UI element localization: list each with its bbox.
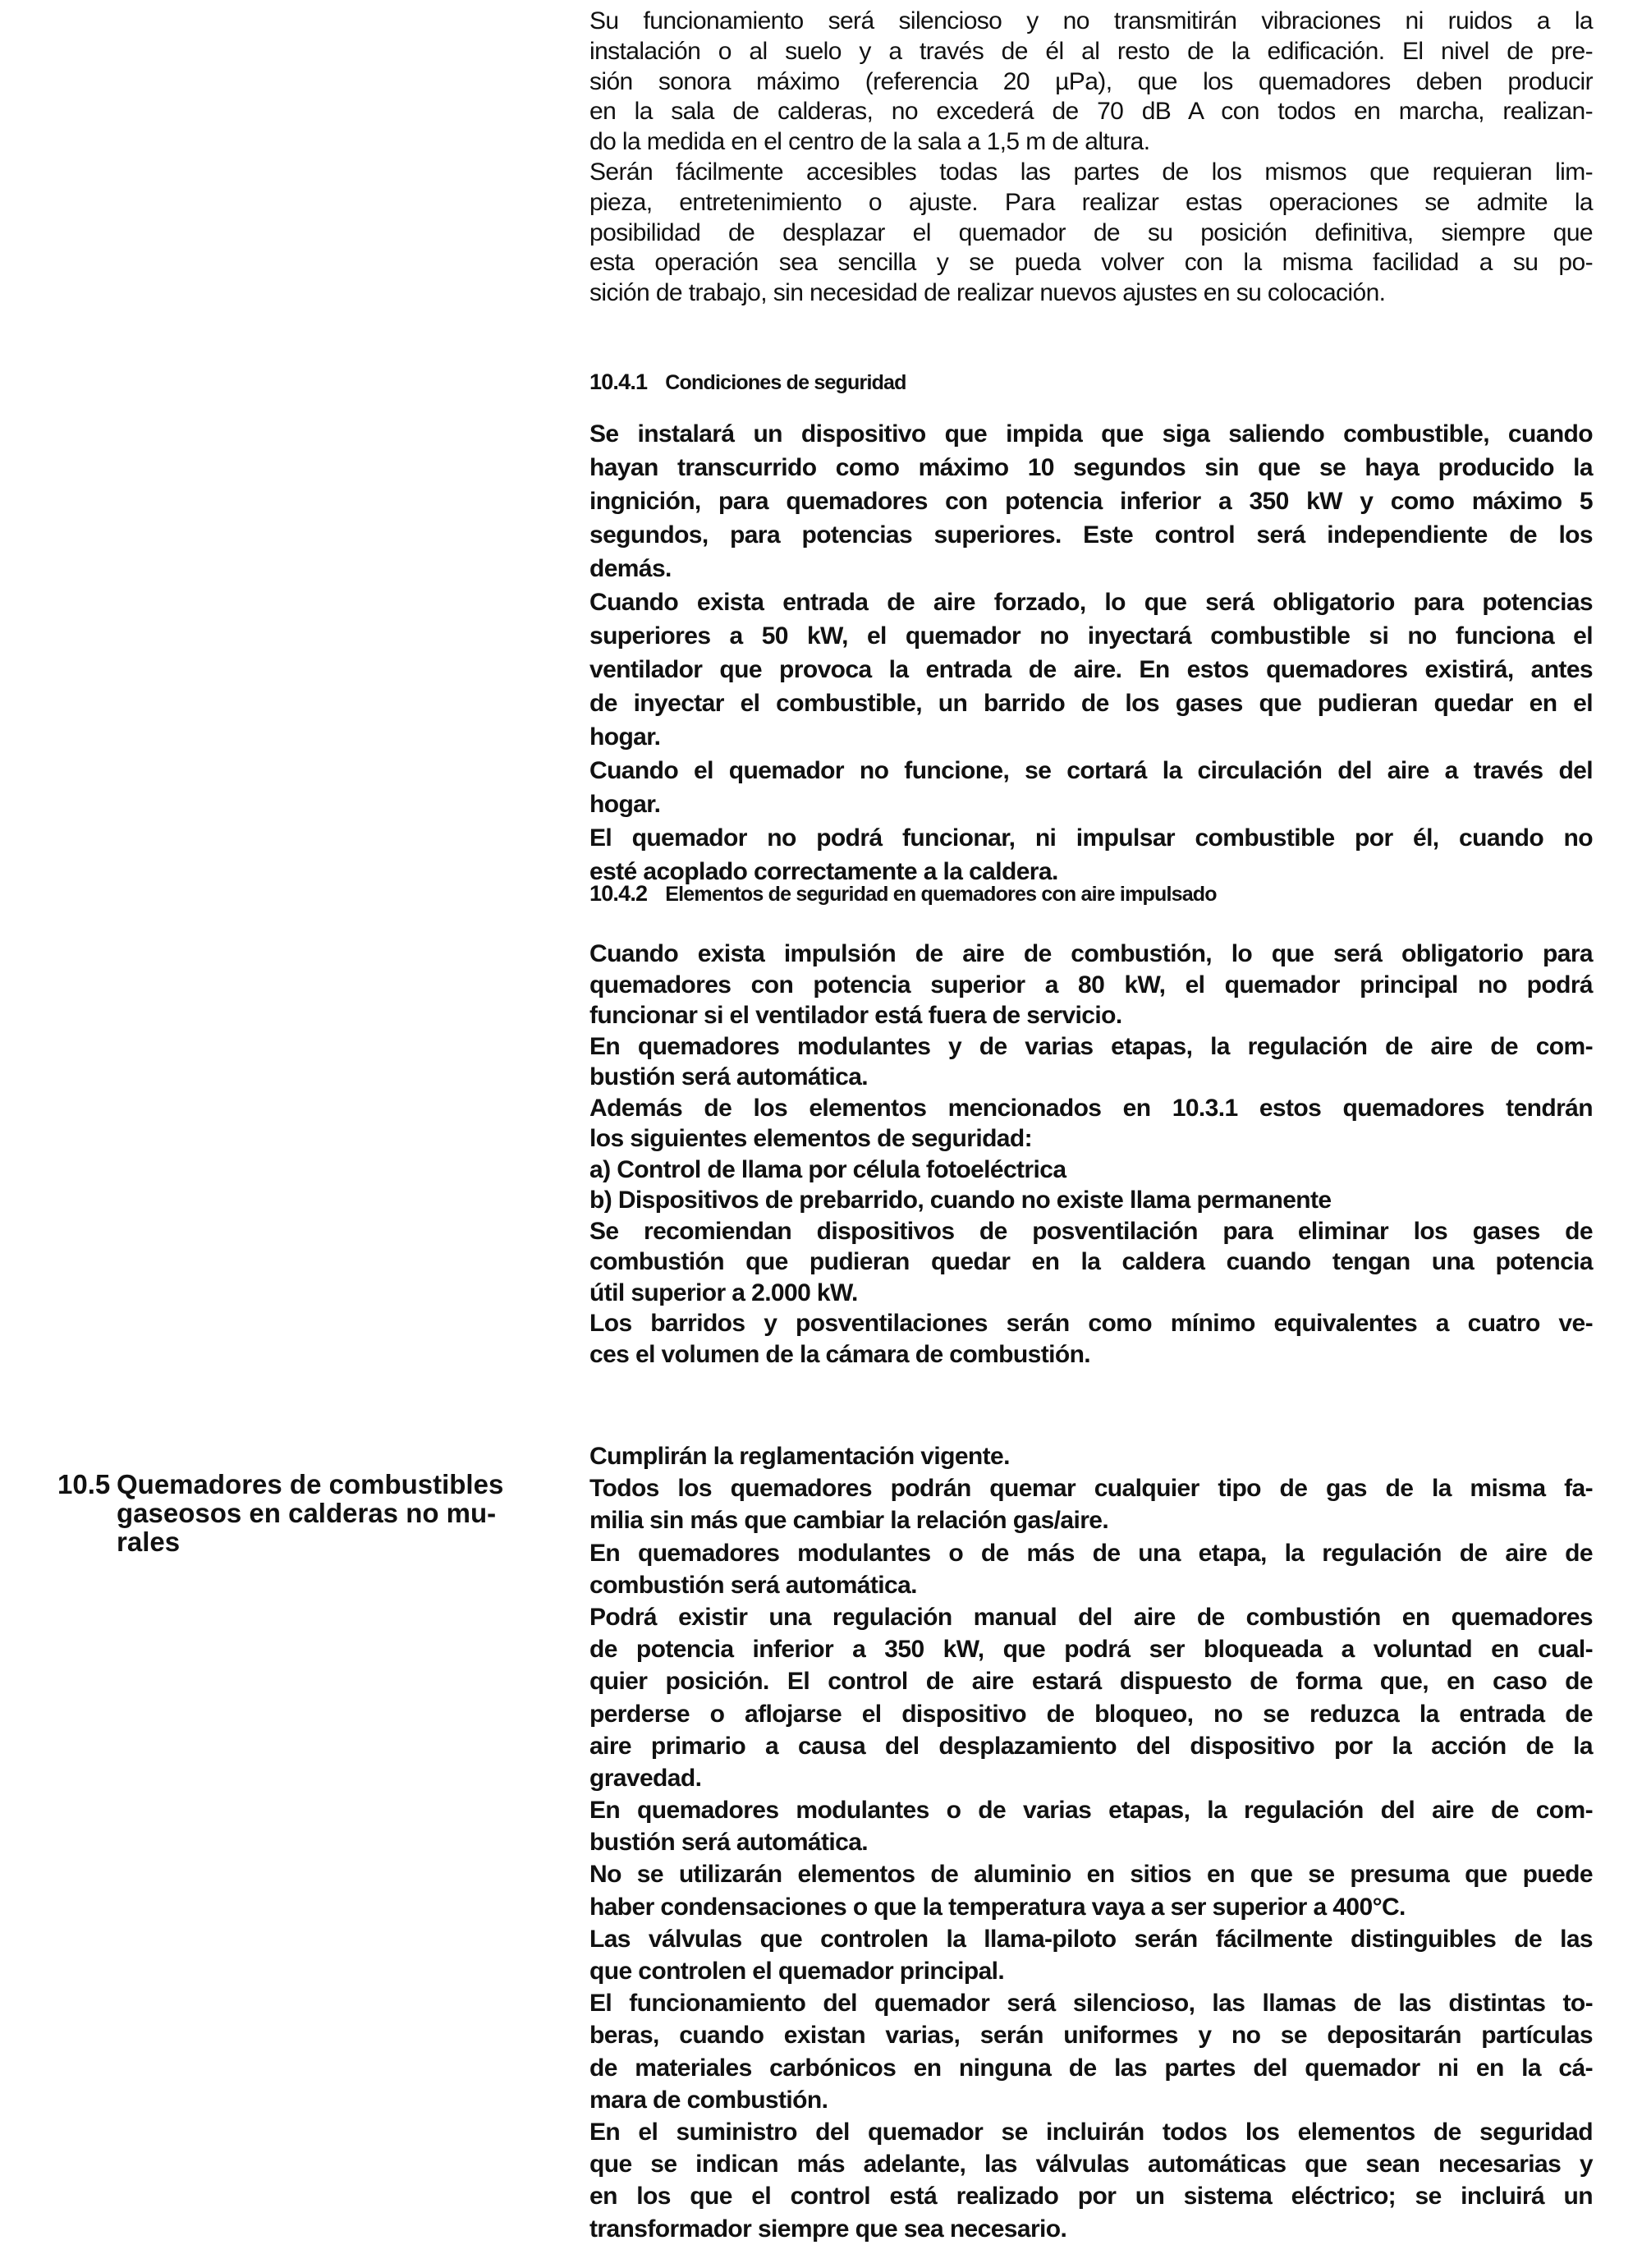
text-line: En quemadores modulantes o de varias etapas, la regulación del aire de com- — [589, 1797, 1593, 1825]
section-title-line: rales — [117, 1527, 181, 1557]
text-line: de potencia inferior a 350 kW, que podrá ser bloqueada a voluntad en cual- — [589, 1636, 1593, 1664]
text-line: Todos los quemadores podrán quemar cualquier tipo de gas de la misma fa- — [589, 1475, 1593, 1503]
text-line: demás. — [589, 555, 672, 582]
text-line: Además de los elementos mencionados en 10.3.1 estos quemadores tendrán — [589, 1094, 1593, 1122]
text-line: hogar. — [589, 791, 661, 818]
section-heading-10-4-1 — [589, 370, 906, 395]
section-heading-10-4-2 — [589, 881, 1217, 907]
text-line: El funcionamiento del quemador será silencioso, las llamas de las distintas to- — [589, 1990, 1593, 2018]
text-line: los siguientes elementos de seguridad: — [589, 1125, 1033, 1152]
text-line: aire primario a causa del desplazamiento del dispositivo por la acción de la — [589, 1732, 1593, 1760]
section-10-4-1-body — [589, 417, 1593, 888]
text-line: En quemadores modulantes o de más de una etapa, la regulación de aire de — [589, 1539, 1593, 1567]
text-line: No se utilizarán elementos de aluminio en sitios en que se presuma que puede — [589, 1861, 1593, 1889]
text-line: Podrá existir una regulación manual del aire de combustión en quemadores — [589, 1603, 1593, 1631]
text-line: Se instalará un dispositivo que impida que siga saliendo combustible, cuando — [589, 420, 1593, 448]
text-line: de inyectar el combustible, un barrido de los gases que pudieran quedar en el — [589, 690, 1593, 717]
text-line: esté acoplado correctamente a la caldera. — [589, 858, 1058, 885]
text-line: hayan transcurrido como máximo 10 segundos sin que se haya producido la — [589, 454, 1593, 481]
text-line: En quemadores modulantes y de varias etapas, la regulación de aire de com- — [589, 1032, 1593, 1060]
text-line: a) Control de llama por célula fotoeléctrica — [589, 1155, 1066, 1183]
text-line: en los que el control está realizado por un sistema eléctrico; se incluirá un — [589, 2183, 1593, 2211]
text-line: mara de combustión. — [589, 2086, 828, 2114]
text-line: quier posición. El control de aire estará dispuesto de forma que, en caso de — [589, 1668, 1593, 1696]
text-line: Los barridos y posventilaciones serán como mínimo equivalentes a cuatro ve- — [589, 1310, 1593, 1337]
text-line: quemadores con potencia superior a 80 kW, el quemador principal no podrá — [589, 971, 1593, 999]
section-title: Condiciones de seguridad — [665, 371, 906, 394]
text-line: ces el volumen de la cámara de combustión. — [589, 1340, 1091, 1368]
text-line: que se indican más adelante, las válvulas automáticas que sean necesarias y — [589, 2151, 1593, 2178]
text-line: pieza, entretenimiento o ajuste. Para realizar estas operaciones se admite la — [589, 188, 1593, 216]
text-line: segundos, para potencias superiores. Este control será independiente de los — [589, 521, 1593, 549]
text-line: instalación o al suelo y a través de él al resto de la edificación. El nivel de pre- — [589, 37, 1593, 65]
text-line: perderse o aflojarse el dispositivo de bloqueo, no se reduzca la entrada de — [589, 1700, 1593, 1728]
section-title-line: gaseosos en calderas no mu- — [117, 1498, 497, 1528]
section-title — [117, 1470, 503, 1556]
text-line: Cuando exista impulsión de aire de combustión, lo que será obligatorio para — [589, 940, 1593, 967]
text-line: en la sala de calderas, no excederá de 70 dB A con todos en marcha, realizan- — [589, 98, 1593, 126]
text-line: sión sonora máximo (referencia 20 µPa), que los quemadores deben producir — [589, 67, 1593, 95]
section-number: 10.5 — [57, 1469, 111, 1499]
text-line: que controlen el quemador principal. — [589, 1958, 1005, 1985]
text-line: hogar. — [589, 723, 661, 751]
text-line: gravedad. — [589, 1764, 702, 1792]
text-line: combustión que pudieran quedar en la caldera cuando tengan una potencia — [589, 1248, 1593, 1275]
text-line: superiores a 50 kW, el quemador no inyectará combustible si no funciona el — [589, 622, 1593, 650]
text-line: de materiales carbónicos en ninguna de las partes del quemador ni en la cá- — [589, 2054, 1593, 2082]
section-number: 10.4.1 — [589, 370, 648, 394]
text-line: útil superior a 2.000 kW. — [589, 1279, 858, 1306]
section-heading-10-5 — [57, 1470, 503, 1556]
text-line: ventilador que provoca la entrada de aire. En estos quemadores existirá, antes — [589, 656, 1593, 683]
text-line: El quemador no podrá funcionar, ni impulsar combustible por él, cuando no — [589, 824, 1593, 852]
text-line: bustión será automática. — [589, 1829, 869, 1857]
text-line: haber condensaciones o que la temperatura vaya a ser superior a 400°C. — [589, 1893, 1406, 1921]
text-line: beras, cuando existan varias, serán uniformes y no se depositarán partículas — [589, 2022, 1593, 2050]
text-line: transformador siempre que sea necesario. — [589, 2215, 1067, 2243]
text-line: En el suministro del quemador se incluirán todos los elementos de seguridad — [589, 2118, 1593, 2146]
text-line: Se recomiendan dispositivos de posventilación para eliminar los gases de — [589, 1217, 1593, 1245]
text-line: Cumplirán la reglamentación vigente. — [589, 1443, 1010, 1470]
section-title: Elementos de seguridad en quemadores con aire impulsado — [665, 883, 1217, 906]
text-line: Las válvulas que controlen la llama-piloto serán fácilmente distinguibles de las — [589, 1925, 1593, 1953]
text-line: posibilidad de desplazar el quemador de su posición definitiva, siempre que — [589, 218, 1593, 246]
text-line: Cuando el quemador no funcione, se cortará la circulación del aire a través del — [589, 757, 1593, 784]
section-10-5-body — [589, 1440, 1593, 2245]
section-number: 10.4.2 — [589, 881, 648, 906]
text-line: bustión será automática. — [589, 1063, 869, 1090]
section-title-line: Quemadores de combustibles — [117, 1469, 504, 1499]
text-line: Serán fácilmente accesibles todas las partes de los mismos que requieran lim- — [589, 158, 1593, 186]
text-line: funcionar si el ventilador está fuera de servicio. — [589, 1002, 1122, 1029]
text-line: combustión será automática. — [589, 1571, 917, 1599]
text-line: esta operación sea sencilla y se pueda volver con la misma facilidad a su po- — [589, 249, 1593, 277]
text-line: milia sin más que cambiar la relación gas/aire. — [589, 1507, 1109, 1535]
text-line: b) Dispositivos de prebarrido, cuando no existe llama permanente — [589, 1187, 1332, 1214]
text-line: ingnición, para quemadores con potencia inferior a 350 kW y como máximo 5 — [589, 488, 1593, 515]
text-line: Su funcionamiento será silencioso y no transmitirán vibraciones ni ruidos a la — [589, 7, 1593, 34]
text-line: Cuando exista entrada de aire forzado, lo que será obligatorio para potencias — [589, 589, 1593, 616]
intro-paragraphs — [589, 7, 1593, 309]
text-line: sición de trabajo, sin necesidad de realizar nuevos ajustes en su colocación. — [589, 279, 1386, 307]
section-10-4-2-body — [589, 939, 1593, 1370]
text-line: do la medida en el centro de la sala a 1,5 m de altura. — [589, 128, 1150, 156]
